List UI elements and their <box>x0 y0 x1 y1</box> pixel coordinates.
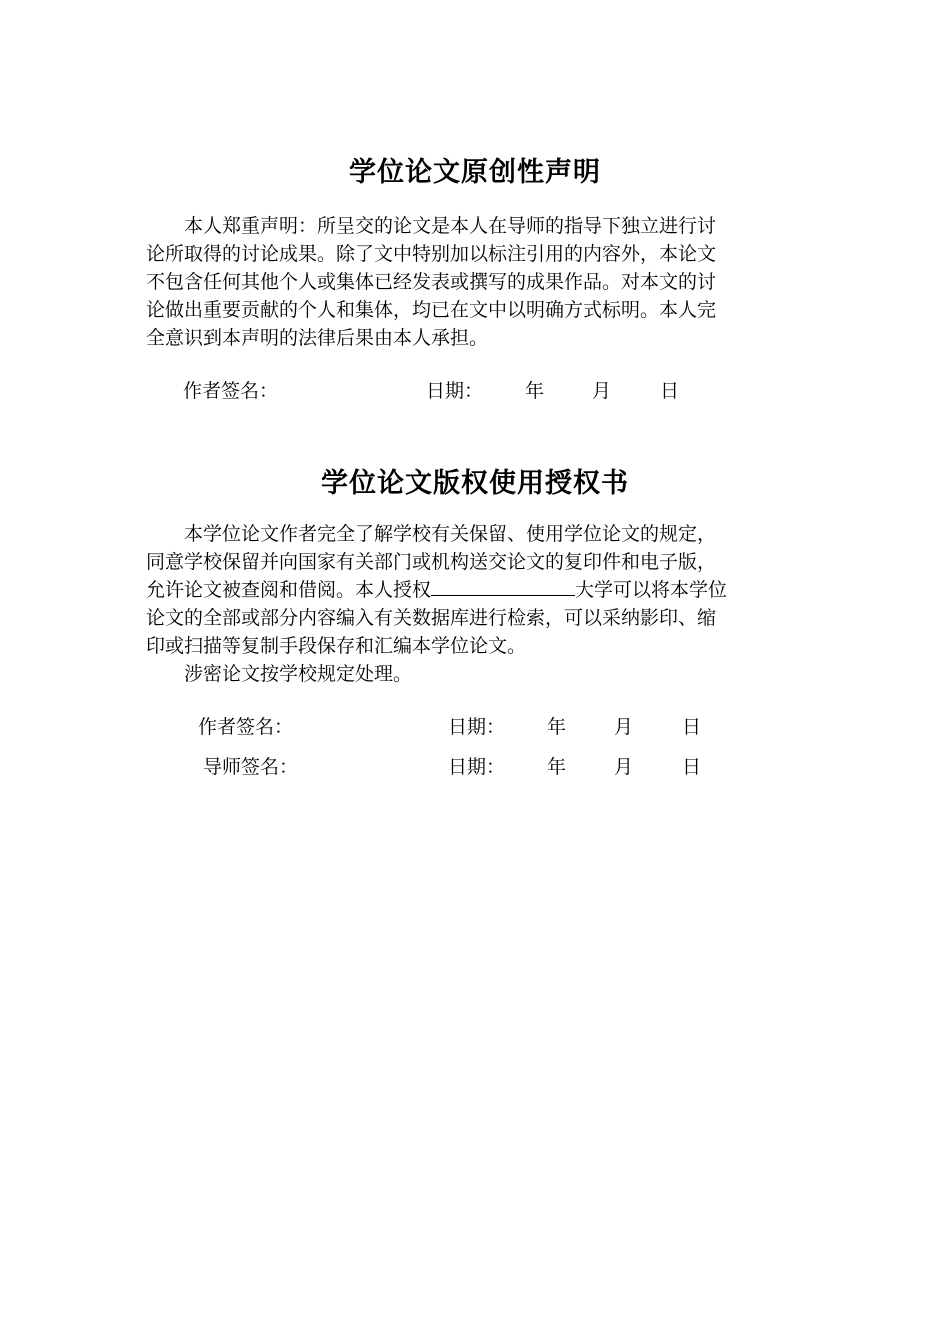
paragraph-line: 涉密论文按学校规定处理。 <box>184 663 413 685</box>
originality-title: 学位论文原创性声明 <box>349 157 601 188</box>
date-label: 日期： <box>448 756 506 778</box>
supervisor-signature-row <box>0 753 950 781</box>
author-signature-label: 作者签名： <box>183 380 279 402</box>
paragraph-line: 论文的全部或部分内容编入有关数据库进行检索，可以采纳影印、缩 <box>146 607 717 629</box>
paragraph-line: 印或扫描等复制手段保存和汇编本学位论文。 <box>146 635 527 657</box>
date-label: 日期： <box>448 716 506 738</box>
authorization-text: 允许论文被查阅和借阅。本人授权 <box>146 579 432 601</box>
day-label: 日 <box>682 716 702 738</box>
authorization-text-cont: 大学可以将本学位 <box>575 579 728 601</box>
paragraph-line: 本学位论文作者完全了解学校有关保留、使用学位论文的规定， <box>184 523 717 545</box>
paragraph-line: 不包含任何其他个人或集体已经发表或撰写的成果作品。对本文的讨 <box>146 271 717 293</box>
originality-signature-row <box>0 377 950 405</box>
copyright-paragraph <box>146 520 806 688</box>
author-signature-row <box>0 713 950 741</box>
supervisor-signature-label: 导师签名： <box>203 756 299 778</box>
month-label: 月 <box>592 380 612 402</box>
author-signature-label: 作者签名： <box>198 716 294 738</box>
paragraph-line: 同意学校保留并向国家有关部门或机构送交论文的复印件和电子版， <box>146 551 717 573</box>
year-label: 年 <box>547 716 567 738</box>
month-label: 月 <box>614 756 634 778</box>
copyright-title: 学位论文版权使用授权书 <box>321 468 629 499</box>
paragraph-line: 全意识到本声明的法律后果由本人承担。 <box>146 327 489 349</box>
year-label: 年 <box>525 380 545 402</box>
paragraph-line: 本人郑重声明：所呈交的论文是本人在导师的指导下独立进行讨 <box>184 215 717 237</box>
paragraph-line: 论做出重要贡献的个人和集体，均已在文中以明确方式标明。本人完 <box>146 299 717 321</box>
month-label: 月 <box>614 716 634 738</box>
date-label: 日期： <box>426 380 484 402</box>
day-label: 日 <box>682 756 702 778</box>
paragraph-line <box>146 576 806 604</box>
day-label: 日 <box>660 380 680 402</box>
originality-paragraph <box>146 212 806 352</box>
university-name-blank[interactable] <box>431 577 575 596</box>
year-label: 年 <box>547 756 567 778</box>
paragraph-line: 论所取得的讨论成果。除了文中特别加以标注引用的内容外，本论文 <box>146 243 717 265</box>
